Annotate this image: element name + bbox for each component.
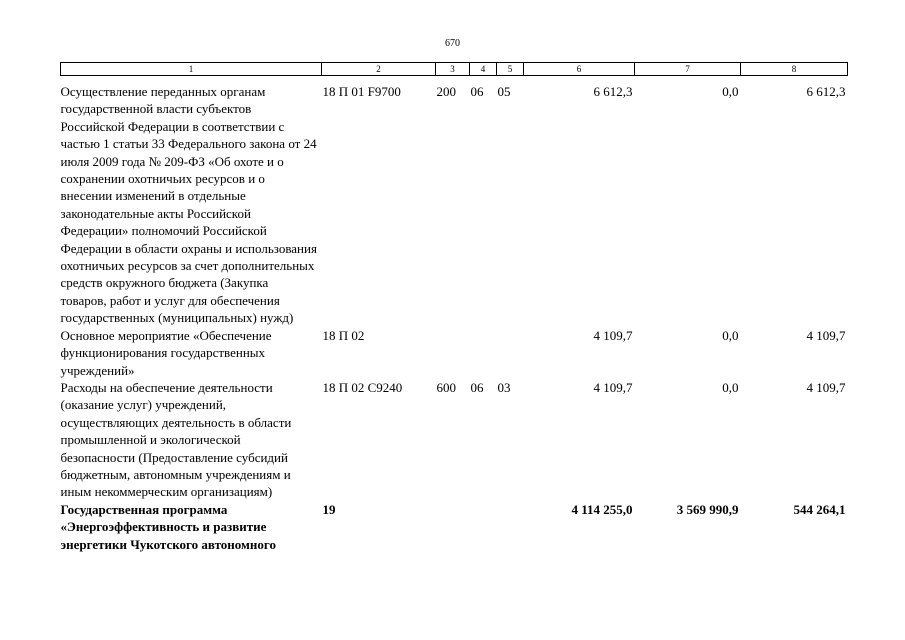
table-row bbox=[61, 379, 848, 501]
row-target-article-code: 18 П 02 С9240 bbox=[322, 379, 403, 395]
column-header-4: 4 bbox=[470, 63, 497, 76]
row-subsection bbox=[497, 327, 524, 379]
column-header-1: 1 bbox=[61, 63, 322, 76]
row-target-article-code: 18 П 02 bbox=[322, 327, 365, 343]
row-subsection: 05 bbox=[497, 84, 511, 99]
row-name: Государственная программа «Энергоэффективность и развитие энергетики Чукотского автономного bbox=[60, 501, 276, 552]
row-section: 06 bbox=[470, 379, 484, 395]
row-target-article-code: 19 bbox=[322, 501, 336, 517]
table-row-program bbox=[61, 501, 848, 553]
row-expense-type: 200 bbox=[436, 84, 456, 99]
row-expense-type: 600 bbox=[436, 379, 456, 395]
row-subsection: 03 bbox=[497, 379, 511, 395]
page-number: 670 bbox=[445, 38, 460, 49]
row-name: Расходы на обеспечение деятельности (оказание услуг) учреждений, осуществляющих деятельность в области промышленной и экологической безопасности (Предоставление субсидий бюджетным, автономным учреждениям и иным некоммерческим организациям) bbox=[60, 379, 292, 500]
row-amount-col8: 6 612,3 bbox=[806, 84, 846, 99]
budget-table bbox=[60, 62, 848, 553]
row-amount-col8: 4 109,7 bbox=[806, 379, 846, 395]
row-amount-col8: 4 109,7 bbox=[806, 327, 846, 343]
row-amount-total: 4 114 255,0 bbox=[571, 501, 633, 517]
table-row bbox=[61, 327, 848, 379]
column-header-2: 2 bbox=[322, 63, 436, 76]
column-header-6: 6 bbox=[524, 63, 635, 76]
column-number-row bbox=[61, 63, 848, 76]
row-expense-type bbox=[436, 327, 470, 379]
column-header-8: 8 bbox=[741, 63, 848, 76]
row-section: 06 bbox=[470, 84, 484, 99]
row-name: Основное мероприятие «Обеспечение функционирования государственных учреждений» bbox=[60, 327, 272, 378]
row-expense-type bbox=[436, 501, 470, 553]
row-name: Осуществление переданных органам государственной власти субъектов Российской Федерации в соответствии с частью 1 статьи 33 Федерального закона от 24 июля 2009 года № 209-ФЗ «Об охоте и о сохранении охотничьих ресурсов и о внесении изменений в отдельные законодательные акты Российской Федерации» полномочий Российской Федерации в области охраны и использования охотничьих ресурсов за счет дополнительных средств окружного бюджета (Закупка товаров, работ и услуг для обеспечения государственных (муниципальных) нужд) bbox=[60, 84, 317, 326]
row-amount-col8: 544 264,1 bbox=[793, 501, 846, 517]
row-amount-col7: 3 569 990,9 bbox=[676, 501, 739, 517]
row-amount-col7: 0,0 bbox=[722, 379, 739, 395]
column-header-5: 5 bbox=[497, 63, 524, 76]
row-amount-total: 6 612,3 bbox=[593, 84, 633, 99]
row-section bbox=[470, 327, 497, 379]
table-row bbox=[61, 76, 848, 327]
row-amount-col7: 0,0 bbox=[722, 84, 739, 99]
row-section bbox=[470, 501, 497, 553]
row-amount-col7: 0,0 bbox=[722, 327, 739, 343]
column-header-7: 7 bbox=[635, 63, 741, 76]
row-amount-total: 4 109,7 bbox=[593, 379, 633, 395]
row-subsection bbox=[497, 501, 524, 553]
column-header-3: 3 bbox=[436, 63, 470, 76]
row-target-article-code: 18 П 01 F9700 bbox=[322, 84, 401, 99]
row-amount-total: 4 109,7 bbox=[593, 327, 633, 343]
